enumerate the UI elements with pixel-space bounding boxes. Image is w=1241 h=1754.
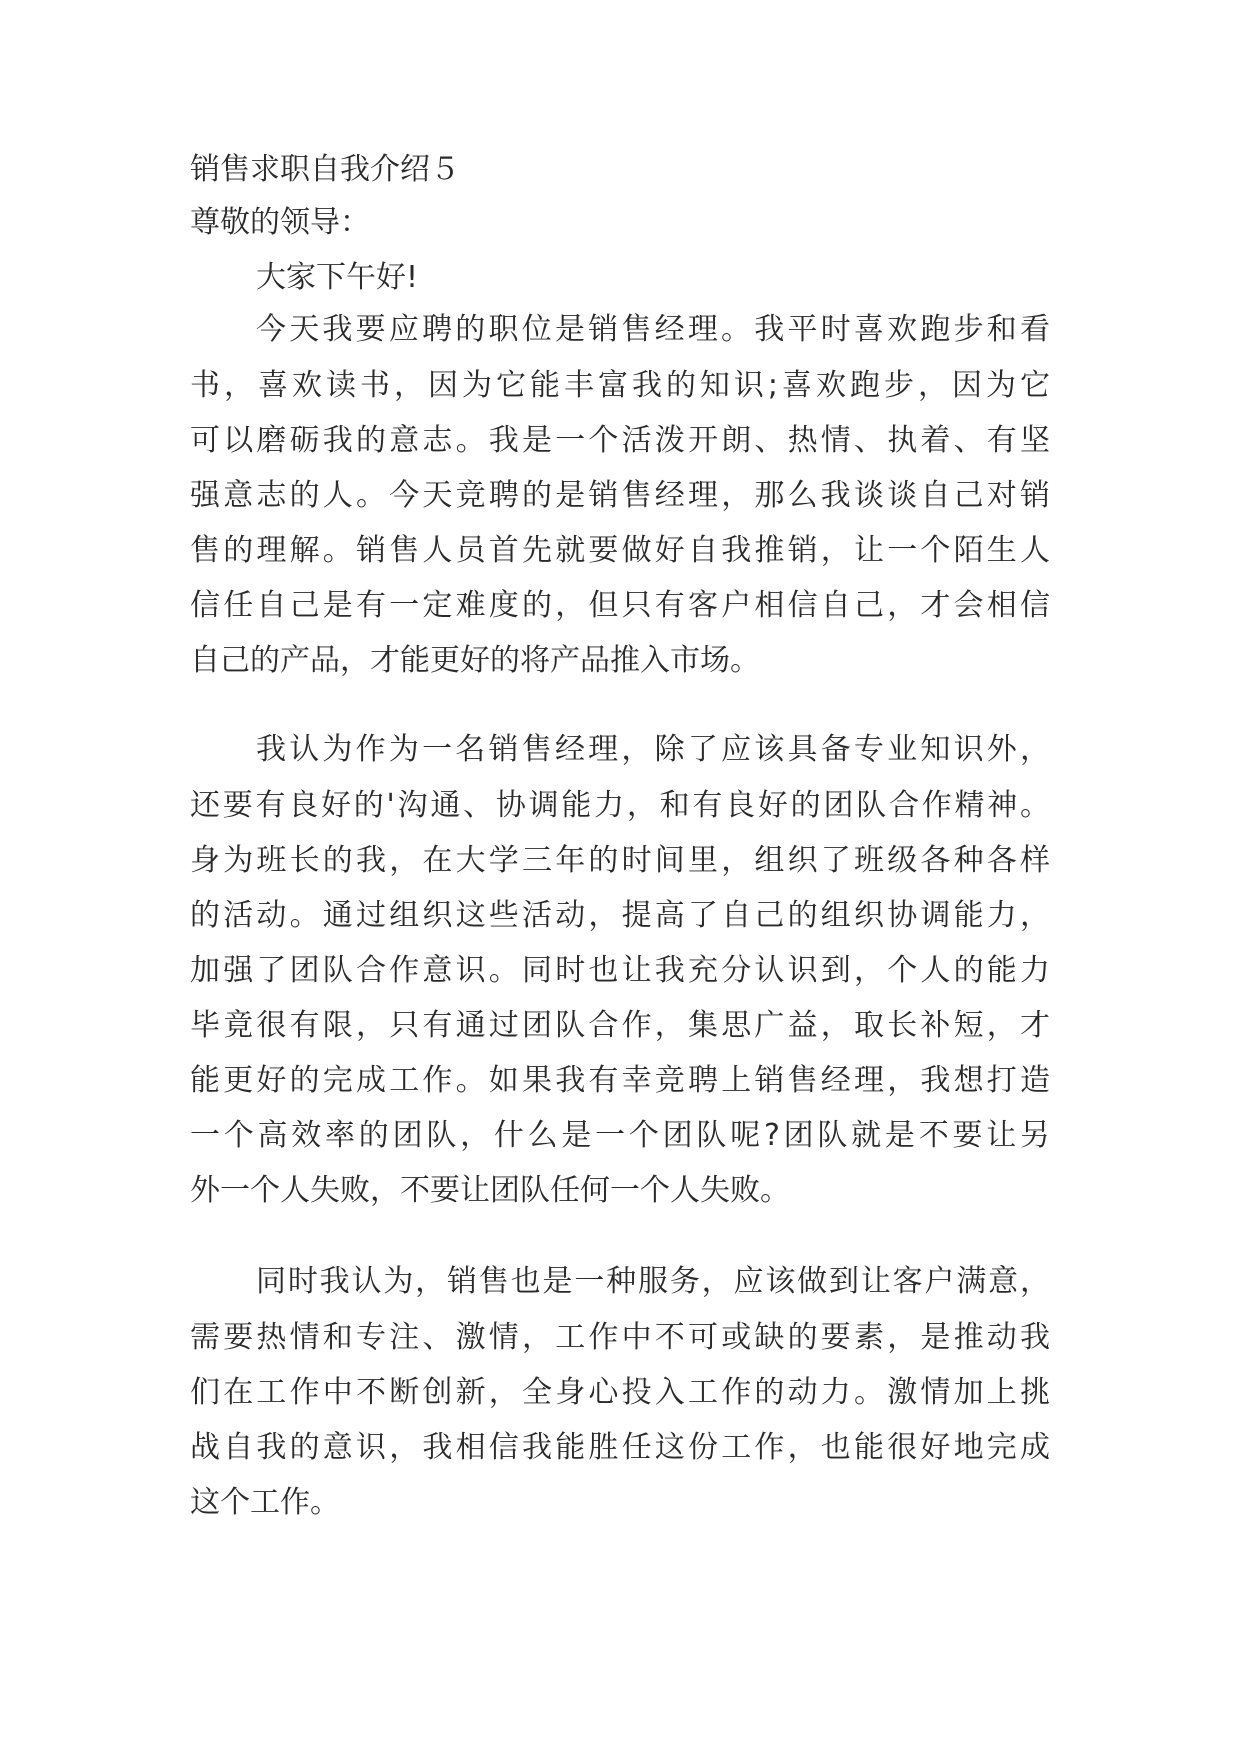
- paragraph-2-line-7: 能更好的完成工作。如果我有幸竞聘上销售经理，我想打造: [190, 1063, 1050, 1098]
- paragraph-2-line-5: 加强了团队合作意识。同时也让我充分认识到，个人的能力: [190, 953, 1050, 988]
- paragraph-2-line-4: 的活动。通过组织这些活动，提高了自己的组织协调能力，: [190, 898, 1050, 933]
- greeting: 大家下午好!: [256, 260, 419, 295]
- paragraph-1-line-5: 售的理解。销售人员首先就要做好自我推销，让一个陌生人: [190, 533, 1050, 568]
- paragraph-3-line-2: 需要热情和专注、激情，工作中不可或缺的要素，是推动我: [190, 1320, 1050, 1355]
- paragraph-1-line-6: 信任自己是有一定难度的，但只有客户相信自己，才会相信: [190, 588, 1050, 623]
- paragraph-1-line-4: 强意志的人。今天竞聘的是销售经理，那么我谈谈自己对销: [190, 478, 1050, 513]
- paragraph-3-line-3: 们在工作中不断创新，全身心投入工作的动力。激情加上挑: [190, 1375, 1050, 1410]
- paragraph-2-line-8: 一个高效率的团队，什么是一个团队呢?团队就是不要让另: [190, 1118, 1050, 1153]
- paragraph-2-line-6: 毕竟很有限，只有通过团队合作，集思广益，取长补短，才: [190, 1008, 1050, 1043]
- paragraph-2-line-9: 外一个人失败，不要让团队任何一个人失败。: [190, 1173, 790, 1208]
- paragraph-1-line-1: 今天我要应聘的职位是销售经理。我平时喜欢跑步和看: [256, 312, 1050, 347]
- paragraph-1-line-3: 可以磨砺我的意志。我是一个活泼开朗、热情、执着、有坚: [190, 423, 1050, 458]
- paragraph-2-line-2: 还要有良好的'沟通、协调能力，和有良好的团队合作精神。: [190, 788, 1050, 823]
- paragraph-2-line-1: 我认为作为一名销售经理，除了应该具备专业知识外，: [256, 732, 1050, 767]
- document-title: 销售求职自我介绍５: [190, 152, 460, 187]
- paragraph-3-line-1: 同时我认为，销售也是一种服务，应该做到让客户满意，: [256, 1264, 1050, 1299]
- salutation: 尊敬的领导：: [190, 205, 370, 240]
- paragraph-2-line-3: 身为班长的我，在大学三年的时间里，组织了班级各种各样: [190, 843, 1050, 878]
- paragraph-1-line-7: 自己的产品，才能更好的将产品推入市场。: [190, 643, 760, 678]
- paragraph-3-line-4: 战自我的意识，我相信我能胜任这份工作，也能很好地完成: [190, 1430, 1050, 1465]
- paragraph-1-line-2: 书，喜欢读书，因为它能丰富我的知识;喜欢跑步，因为它: [190, 368, 1050, 403]
- paragraph-3-line-5: 这个工作。: [190, 1485, 340, 1520]
